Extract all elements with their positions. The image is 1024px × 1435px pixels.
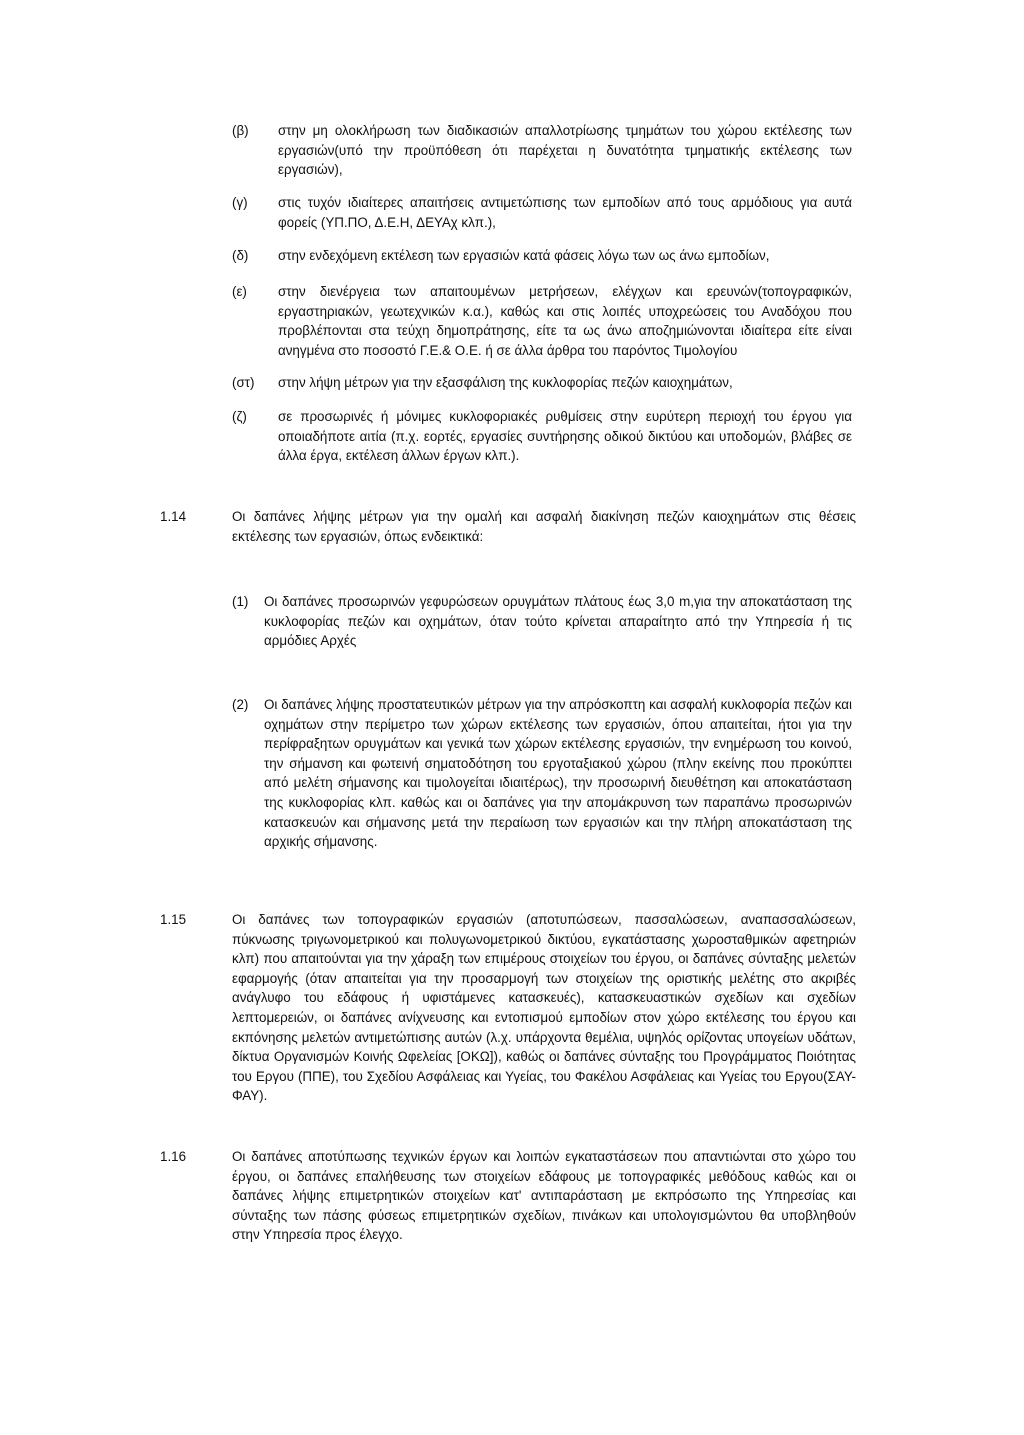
section-text: Οι δαπάνες λήψης μέτρων για την ομαλή και ασφαλή διακίνηση πεζών καιοχημάτων στις θέσεις εκτέλεσης των εργασιών, όπως ενδεικτικά: [232,509,856,544]
subitem-marker: (στ) [232,375,255,390]
section-number: 1.14 [160,509,187,524]
subitem-text: σε προσωρινές ή μόνιμες κυκλοφοριακές ρυθμίσεις στην ευρύτερη περιοχή του έργου για οποιαδήποτε αιτία (π.χ. εορτές, εργασίες συντήρησης οδικού δικτύου και υποδομών, βλάβες σε άλλα έργα, εκτέλεση άλλων έργων κλπ.). [278,409,852,464]
section-number: 1.16 [160,1149,187,1164]
section-number: 1.15 [160,912,187,927]
item-text: Οι δαπάνες λήψης προστατευτικών μέτρων για την απρόσκοπτη και ασφαλή κυκλοφορία πεζών και οχημάτων στην περίμετρο των χώρων εκτέλεσης των εργασιών, όπου απαιτείται, ήτοι για την περίφραξητων ορυγμάτων και γενικά των χώρων εκτέλεσης εργασιών, την ενημέρωση του κοινού, την σήμανση και φωτεινή σηματοδότηση του εργοταξιακού χώρου (πλην εκείνης που προκύπτει από μελέτη σήμανσης και τιμολογείται ιδιαιτέρως), την προσωρινή διευθέτηση και αποκατάσταση της κυκλοφορίας κλπ. καθώς και οι δαπάνες για την απομάκρυνση των παραπάνω προσωρινών κατασκευών και σήμανσης μετά την περαίωση των εργασιών και την πλήρη αποκατάσταση της αρχικής σήμανσης. [264,697,852,850]
subitem-marker: (δ) [232,248,249,263]
section-text: Οι δαπάνες των τοπογραφικών εργασιών (αποτυπώσεων, πασσαλώσεων, αναπασσαλώσεων, πύκνωσης τριγωνομετρικού και πολυγωνομετρικού δικτύου, εγκατάστασης χωροσταθμικών αφετηριών κλπ) που απαιτούνται για την χάραξη των επιμέρους στοιχείων του έργου, οι δαπάνες σύνταξης μελετών εφαρμογής (όταν απαιτείται για την προσαρμογή των στοιχείων της οριστικής μελέτης στο ακριβές ανάγλυφο του εδάφους ή υφιστάμενες κατασκευές), κατασκευαστικών σχεδίων και σχεδίων λεπτομερειών, οι δαπάνες ανίχνευσης και εντοπισμού εμποδίων στον χώρο εκτέλεσης του έργου και εκπόνησης μελετών αντιμετώπισης αυτών (λ.χ. υπάρχοντα θεμέλια, υψηλός ορίζοντας υπογείων υδάτων, δίκτυα Οργανισμών Κοινής Ωφελείας [ΟΚΩ]), καθώς οι δαπάνες σύνταξης του Προγράμματος Ποιότητας του Εργου (ΠΠΕ), του Σχεδίου Ασφάλειας και Υγείας, του Φακέλου Ασφάλειας και Υγείας του Εργου(ΣΑΥ-ΦΑΥ). [232,912,856,1104]
subitem-marker: (γ) [232,195,248,210]
item-number: (1) [232,594,249,609]
subitem-marker: (β) [232,123,249,138]
item-text: Οι δαπάνες προσωρινών γεφυρώσεων ορυγμάτων πλάτους έως 3,0 m,για την αποκατάσταση της κυκλοφορίας πεζών και οχημάτων, όταν τούτο κρίνεται απαραίτητο από την Υπηρεσία ή τις αρμόδιες Αρχές [264,594,852,649]
subitem-text: στην διενέργεια των απαιτουμένων μετρήσεων, ελέγχων και ερευνών(τοπογραφικών, εργαστηριακών, γεωτεχνικών κ.α.), καθώς και στις λοιπές υποχρεώσεις του Αναδόχου που προβλέπονται στα τεύχη δημοπράτησης, είτε τα ως άνω αποζημιώνονται ιδιαίτερα είτε είναι ανηγμένα στο ποσοστό Γ.Ε.& Ο.Ε. ή σε άλλα άρθρα του παρόντος Τιμολογίου [278,284,852,358]
subitem-marker: (ε) [232,284,247,299]
subitem-text: στις τυχόν ιδιαίτερες απαιτήσεις αντιμετώπισης των εμποδίων από τους αρμόδιους για αυτά φορείς (ΥΠ.ΠΟ, Δ.Ε.Η, ΔΕΥΑχ κλπ.), [278,195,852,230]
subitem-text: στην λήψη μέτρων για την εξασφάλιση της κυκλοφορίας πεζών καιοχημάτων, [278,375,733,390]
section-text: Οι δαπάνες αποτύπωσης τεχνικών έργων και λοιπών εγκαταστάσεων που απαντιώνται στο χώρο του έργου, οι δαπάνες επαλήθευσης των στοιχείων εδάφους με τοπογραφικές μεθόδους καθώς και οι δαπάνες λήψης επιμετρητικών στοιχείων κατ' αντιπαράσταση με εκπρόσωπο της Υπηρεσίας και σύνταξης των πάσης φύσεως επιμετρητικών σχεδίων, πινάκων και υπολογισμώντου θα υποβληθούν στην Υπηρεσία προς έλεγχο. [232,1149,856,1243]
subitem-marker: (ζ) [232,409,247,424]
subitem-text: στην ενδεχόμενη εκτέλεση των εργασιών κατά φάσεις λόγω των ως άνω εμποδίων, [278,248,770,263]
subitem-text: στην μη ολοκλήρωση των διαδικασιών απαλλοτρίωσης τμημάτων του χώρου εκτέλεσης των εργασιών(υπό την προϋπόθεση ότι παρέχεται η δυνατότητα τμηματικής εκτέλεσης των εργασιών), [278,123,852,178]
item-number: (2) [232,697,249,712]
